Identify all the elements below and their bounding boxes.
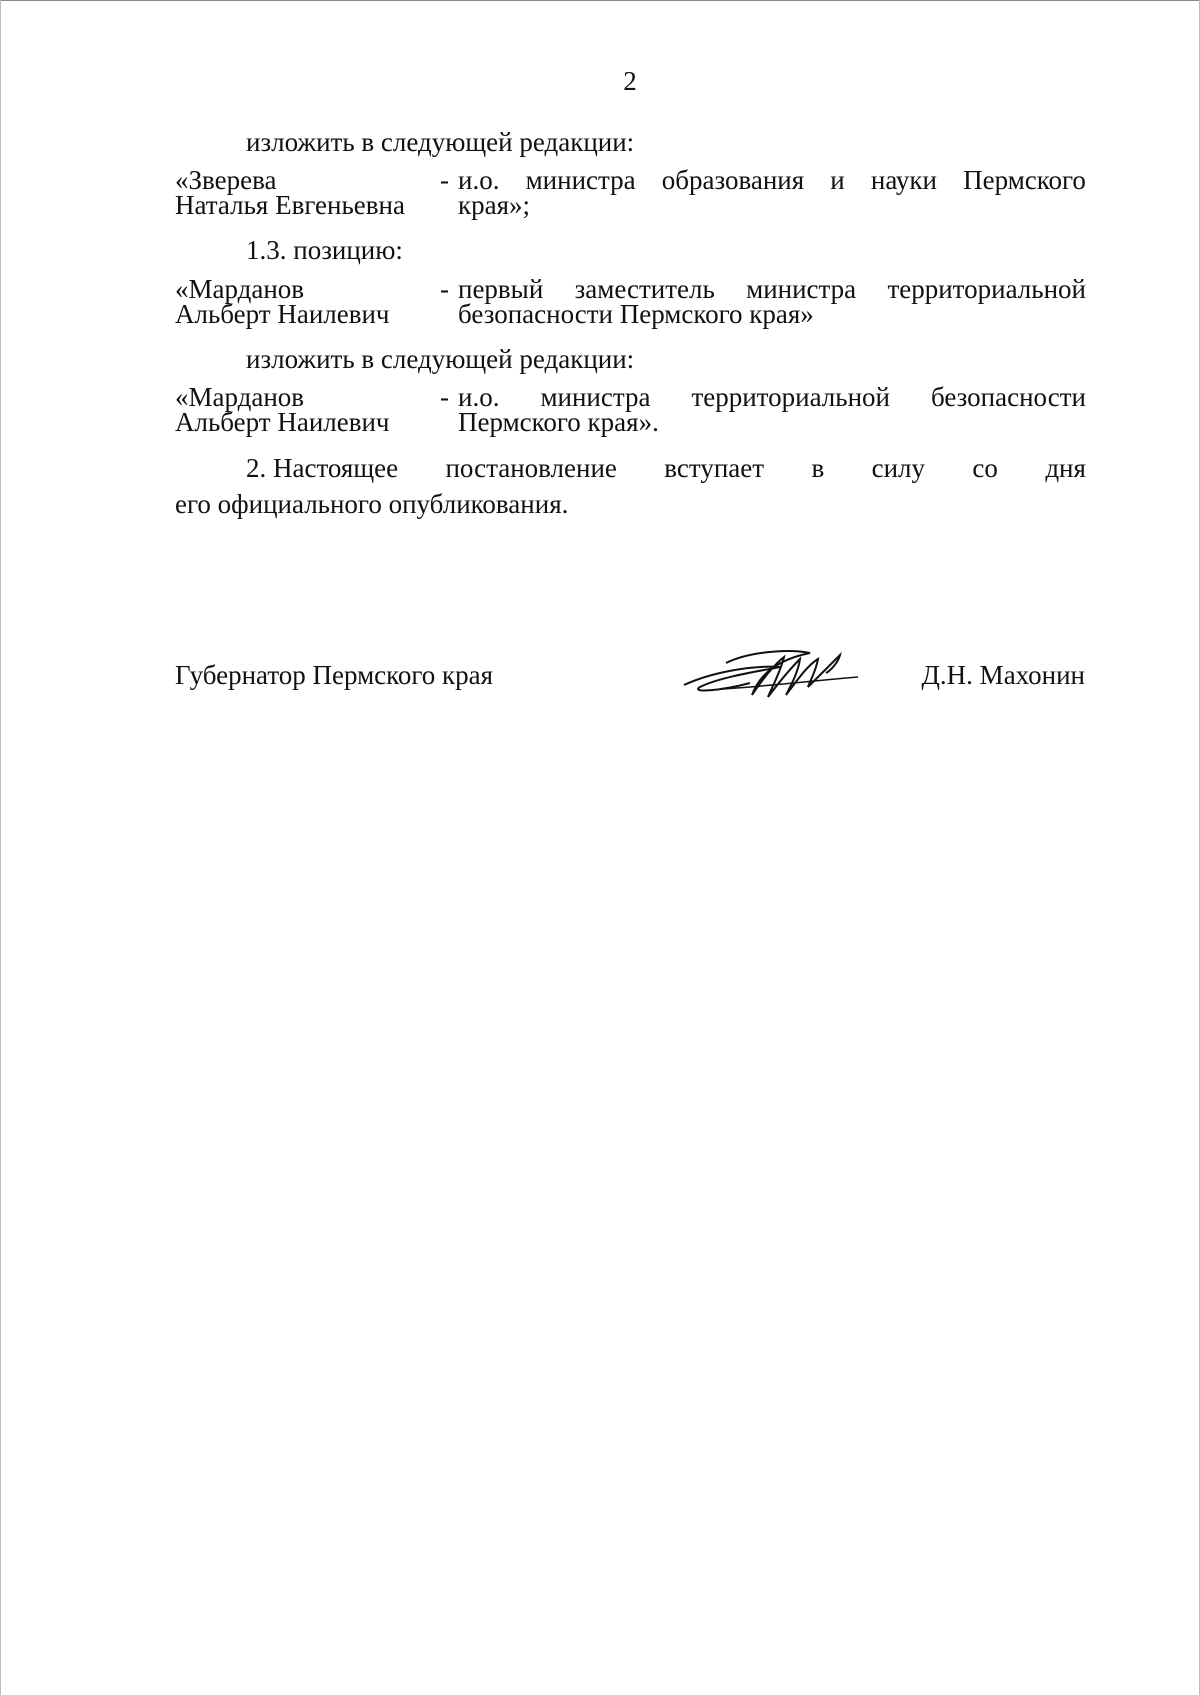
page-number: 2 — [623, 66, 637, 96]
entry-name — [175, 274, 435, 329]
word: министра — [525, 165, 636, 195]
word: безопасности — [930, 382, 1086, 412]
signatory-name: Д.Н. Махонин — [921, 660, 1085, 690]
entry-dash: - — [440, 165, 449, 195]
paragraph-edit-instruction-2: изложить в следующей редакции: — [246, 344, 635, 374]
word: постановление — [445, 453, 617, 483]
word: первый — [458, 274, 544, 304]
entry-name-line1: «Зверева — [175, 165, 277, 195]
word: министра — [540, 382, 651, 412]
word: со — [972, 453, 998, 483]
entry-description-line2: Пермского края». — [458, 407, 659, 437]
word: министра — [746, 274, 857, 304]
entry-dash: - — [440, 382, 449, 412]
word: образования — [661, 165, 805, 195]
word: Пермского — [963, 165, 1086, 195]
word: дня — [1045, 453, 1086, 483]
entry-description-line1 — [458, 165, 1086, 195]
word: силу — [871, 453, 926, 483]
entry-dash: - — [440, 274, 449, 304]
entry-description — [458, 382, 1086, 437]
word: и.о. — [458, 165, 500, 195]
paragraph-2-line2: его официального опубликования. — [175, 489, 569, 519]
entry-name-line1: «Марданов — [175, 382, 305, 412]
word: 2. Настоящее — [246, 453, 399, 483]
word: и — [830, 165, 845, 195]
entry-description — [458, 274, 1086, 329]
handwritten-signature — [680, 643, 860, 703]
entry-name-line2: Альберт Наилевич — [175, 299, 390, 329]
scan-border-top — [0, 0, 1200, 1]
signature-block — [175, 660, 1085, 710]
scan-border-left — [0, 0, 1, 1695]
entry-name-line2: Альберт Наилевич — [175, 407, 390, 437]
word: вступает — [664, 453, 765, 483]
entry-description — [458, 165, 1086, 220]
entry-name-line1: «Марданов — [175, 274, 305, 304]
entry-description-line2: края»; — [458, 190, 531, 220]
paragraph-edit-instruction-1: изложить в следующей редакции: — [246, 127, 635, 157]
entry-name — [175, 165, 435, 220]
word: заместитель — [574, 274, 715, 304]
word: и.о. — [458, 382, 500, 412]
signatory-title: Губернатор Пермского края — [175, 660, 494, 690]
word: территориальной — [887, 274, 1086, 304]
paragraph-2-line1 — [246, 453, 1086, 484]
entry-name-line2: Наталья Евгеньевна — [175, 190, 405, 220]
paragraph-item-1-3: 1.3. позицию: — [246, 235, 403, 265]
word: территориальной — [691, 382, 890, 412]
entry-name — [175, 382, 435, 437]
word: науки — [870, 165, 938, 195]
entry-description-line2: безопасности Пермского края» — [458, 299, 814, 329]
word: в — [811, 453, 825, 483]
